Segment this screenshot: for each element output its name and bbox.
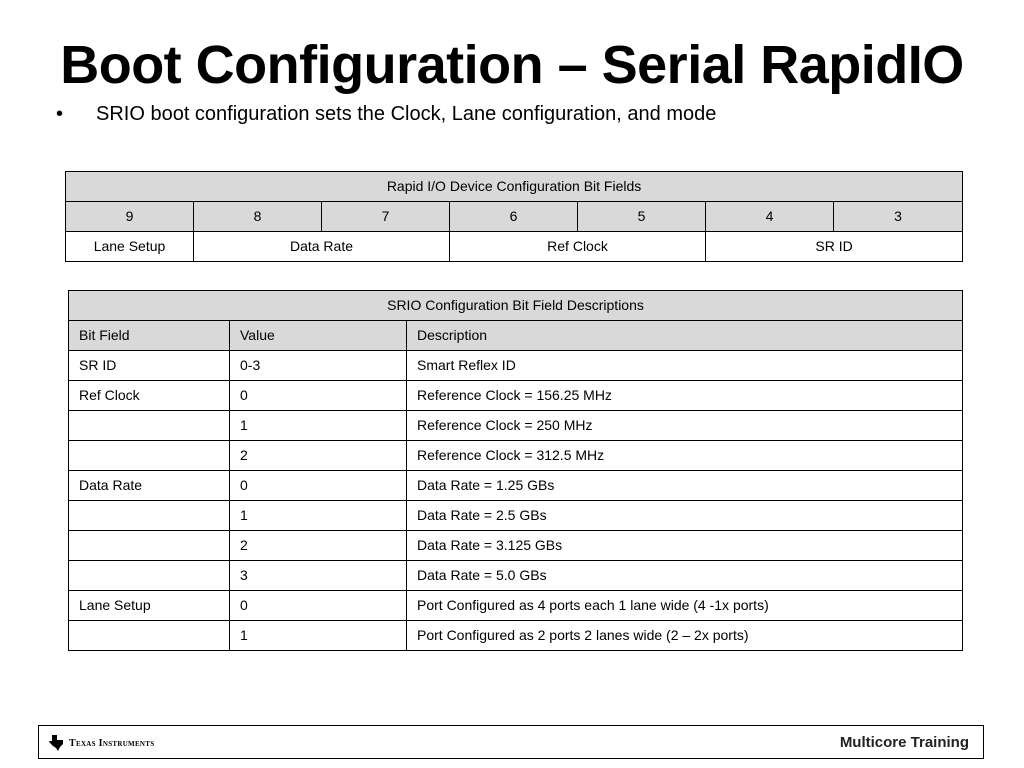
value-cell: 1: [230, 501, 407, 531]
bit-number-cell: 7: [322, 202, 450, 232]
bit-field-cell: [69, 411, 230, 441]
column-header: Description: [407, 321, 963, 351]
bit-number-cell: 6: [450, 202, 578, 232]
bitfield-label-cell: Data Rate: [194, 232, 450, 262]
bit-field-cell: Lane Setup: [69, 591, 230, 621]
value-cell: 2: [230, 441, 407, 471]
bit-field-cell: SR ID: [69, 351, 230, 381]
bit-number-cell: 4: [706, 202, 834, 232]
table-row: [69, 411, 963, 441]
bit-number-cell: 8: [194, 202, 322, 232]
description-cell: Port Configured as 4 ports each 1 lane wide (4 -1x ports): [407, 591, 963, 621]
bit-field-cell: [69, 531, 230, 561]
bit-number-cell: 3: [834, 202, 963, 232]
description-cell: Port Configured as 2 ports 2 lanes wide (2 – 2x ports): [407, 621, 963, 651]
column-header: Bit Field: [69, 321, 230, 351]
bitfields-table-title: Rapid I/O Device Configuration Bit Fields: [66, 172, 963, 202]
value-cell: 1: [230, 621, 407, 651]
footer-bar: [38, 725, 984, 759]
description-cell: Data Rate = 2.5 GBs: [407, 501, 963, 531]
bullet-item: [56, 101, 716, 127]
value-cell: 2: [230, 531, 407, 561]
bitfield-label-cell: Ref Clock: [450, 232, 706, 262]
table-row: [69, 471, 963, 501]
bit-field-cell: Ref Clock: [69, 381, 230, 411]
value-cell: 0: [230, 591, 407, 621]
value-cell: 3: [230, 561, 407, 591]
texas-state-icon: [49, 735, 63, 751]
description-cell: Reference Clock = 156.25 MHz: [407, 381, 963, 411]
bullet-text: SRIO boot configuration sets the Clock, Lane configuration, and mode: [96, 103, 717, 125]
description-cell: Reference Clock = 312.5 MHz: [407, 441, 963, 471]
bit-field-cell: [69, 501, 230, 531]
table-row: [69, 531, 963, 561]
description-cell: Smart Reflex ID: [407, 351, 963, 381]
table-row: [69, 501, 963, 531]
table-row: [69, 591, 963, 621]
table-row: [69, 621, 963, 651]
descriptions-table: [68, 290, 963, 651]
descriptions-table-title: SRIO Configuration Bit Field Descriptions: [69, 291, 963, 321]
table-row: [69, 441, 963, 471]
bitfield-label-cell: Lane Setup: [66, 232, 194, 262]
table-row: [69, 561, 963, 591]
bit-number-cell: 9: [66, 202, 194, 232]
bitfields-table: [65, 171, 963, 262]
value-cell: 0-3: [230, 351, 407, 381]
table-row: [69, 381, 963, 411]
bit-field-cell: [69, 561, 230, 591]
bitfield-label-cell: SR ID: [706, 232, 963, 262]
ti-logo-text: Texas Instruments: [69, 737, 155, 749]
value-cell: 0: [230, 471, 407, 501]
slide-title: Boot Configuration – Serial RapidIO: [60, 35, 964, 95]
column-header: Value: [230, 321, 407, 351]
footer-course-label: Multicore Training: [839, 734, 969, 751]
bit-field-cell: [69, 621, 230, 651]
description-cell: Data Rate = 3.125 GBs: [407, 531, 963, 561]
bit-number-cell: 5: [578, 202, 706, 232]
bullet-marker: •: [56, 103, 64, 125]
bit-field-cell: Data Rate: [69, 471, 230, 501]
description-cell: Data Rate = 1.25 GBs: [407, 471, 963, 501]
description-cell: Data Rate = 5.0 GBs: [407, 561, 963, 591]
bit-field-cell: [69, 441, 230, 471]
description-cell: Reference Clock = 250 MHz: [407, 411, 963, 441]
value-cell: 0: [230, 381, 407, 411]
table-row: [69, 351, 963, 381]
ti-logo: [49, 734, 154, 752]
value-cell: 1: [230, 411, 407, 441]
